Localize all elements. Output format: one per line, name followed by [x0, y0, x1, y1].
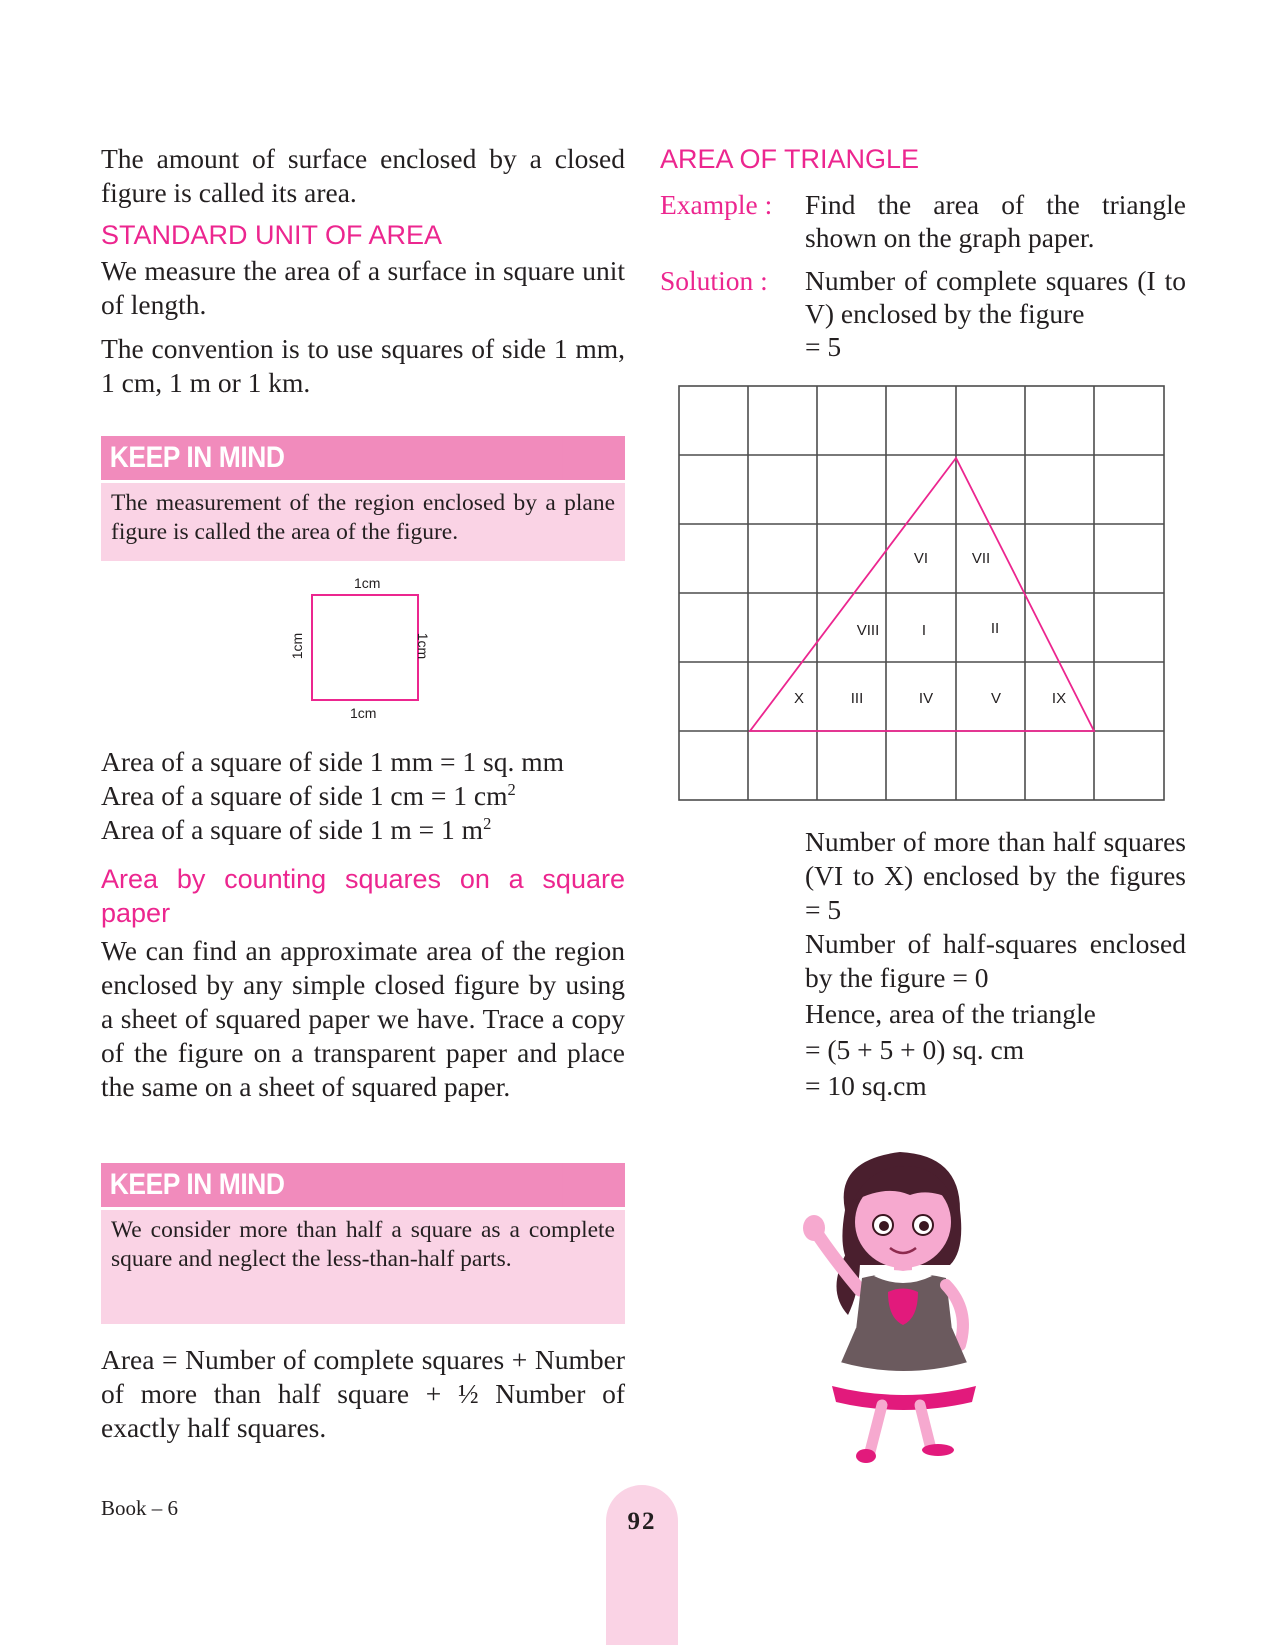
example-label: Example : — [660, 189, 773, 220]
keep-in-mind-title-1: KEEP IN MIND — [101, 436, 562, 480]
half-squares-text: Number of half-squares enclosed by the figure = 0 — [805, 928, 1186, 993]
page-number: 92 — [627, 1508, 657, 1535]
heading-standard-unit: STANDARD UNIT OF AREA — [101, 220, 443, 250]
grid-lines — [679, 386, 1164, 800]
grid-label-ii: II — [990, 620, 1000, 637]
footer-book-label: Book – 6 — [101, 1496, 179, 1520]
hence-text: Hence, area of the triangle — [805, 998, 1096, 1029]
area-formula: Area = Number of complete squares + Number of more than half square + ½ Number of exactly half squares. — [101, 1344, 625, 1443]
graph-paper-triangle — [678, 385, 1167, 803]
grid-label-vi: VI — [913, 550, 929, 567]
solution-value: = 5 — [805, 331, 842, 362]
keep-in-mind-box-1 — [101, 436, 625, 561]
square-label-left: 1cm — [289, 632, 306, 660]
keep-in-mind-body-2: We consider more than half a square as a complete square and neglect the less-than-half parts. — [101, 1210, 625, 1324]
solution-label: Solution : — [660, 265, 768, 296]
standard-paragraph-1: We measure the area of a surface in square unit of length. — [101, 255, 625, 320]
heading-area-of-triangle: AREA OF TRIANGLE — [660, 144, 920, 174]
square-label-bottom: 1cm — [350, 705, 377, 721]
area-units-list — [101, 745, 631, 847]
example-row — [660, 188, 1186, 254]
square-label-top: 1cm — [354, 575, 381, 591]
unit-square — [311, 594, 419, 701]
calc-line-2: = 10 sq.cm — [805, 1070, 927, 1101]
right-column — [660, 142, 1186, 363]
keep-in-mind-title-2: KEEP IN MIND — [101, 1163, 562, 1207]
girl-waving-icon — [790, 1140, 1010, 1470]
solution-continued — [805, 825, 1186, 1103]
more-than-half-text: Number of more than half squares (VI to X) enclosed by the figures = 5 — [805, 826, 1186, 925]
solution-text: Number of complete squares (I to V) enclosed by the figure — [805, 265, 1186, 329]
example-text: Find the area of the triangle shown on the graph paper. — [805, 189, 1186, 253]
area-line-m: Area of a square of side 1 m = 1 $m^2$ — [101, 813, 492, 845]
keep-in-mind-body-1: The measurement of the region enclosed by a plane figure is called the area of the figure. — [101, 483, 625, 561]
area-line-mm: Area of a square of side 1 mm = 1 sq. mm — [101, 746, 565, 777]
grid-label-x: X — [793, 690, 805, 707]
grid-label-iii: III — [850, 690, 864, 707]
grid-label-ix: IX — [1051, 690, 1067, 707]
keep-in-mind-box-2 — [101, 1163, 625, 1324]
grid-label-viii: VIII — [856, 622, 880, 639]
grid-label-iv: IV — [918, 690, 934, 707]
intro-text: The amount of surface enclosed by a closed figure is called its area. — [101, 143, 625, 208]
grid-label-vii: VII — [971, 550, 991, 567]
area-line-cm: Area of a square of side 1 cm = 1 $cm^2$ — [101, 779, 516, 811]
solution-row — [660, 264, 1186, 363]
standard-paragraph-2: The convention is to use squares of side 1 mm, 1 cm, 1 m or 1 km. — [101, 333, 625, 398]
left-column — [101, 142, 625, 400]
counting-paragraph: We can find an approximate area of the region enclosed by any simple closed figure by using a sheet of squared paper we have. Trace a copy of the figure on a transparent paper and place the same on a sheet of squared paper. — [101, 935, 625, 1102]
grid-label-i: I — [921, 622, 927, 639]
heading-counting-squares: Area by counting squares on a square paper — [101, 864, 625, 928]
grid-label-v: V — [990, 690, 1002, 707]
calc-line-1: = (5 + 5 + 0) sq. cm — [805, 1034, 1025, 1065]
square-label-right: 1cm — [415, 632, 432, 660]
counting-section — [101, 862, 625, 1104]
